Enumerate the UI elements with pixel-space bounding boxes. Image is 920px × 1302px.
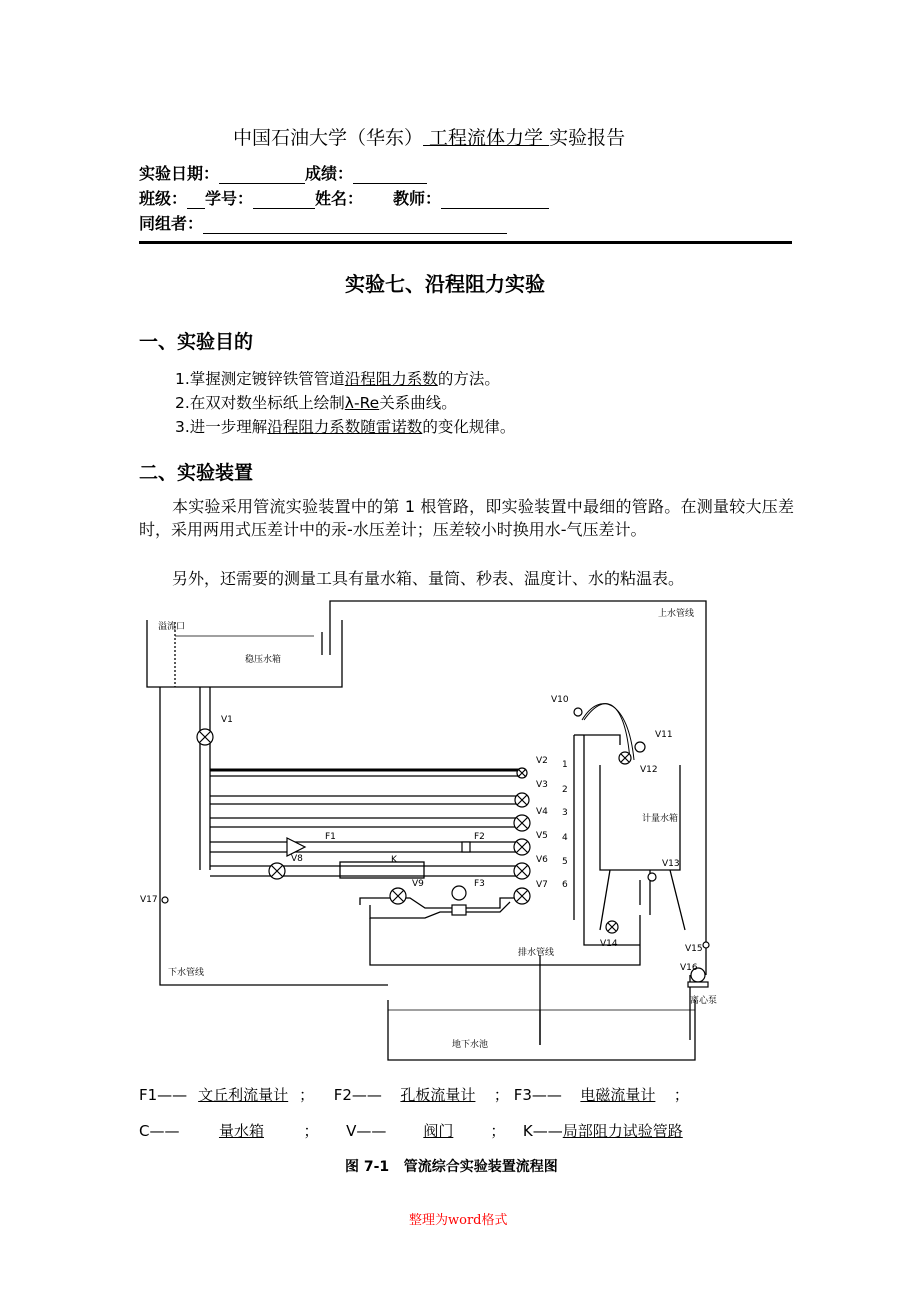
label-f3: F3 bbox=[474, 879, 485, 889]
label-v6: V6 bbox=[536, 855, 548, 865]
item1-keyword: 沿程阻力系数 bbox=[344, 370, 438, 388]
label-v16: V16 bbox=[680, 963, 698, 973]
legend-sep: ； bbox=[303, 1122, 319, 1140]
legend-f1-label: F1—— bbox=[139, 1086, 188, 1104]
label-n2: 2 bbox=[562, 785, 568, 795]
label-v1: V1 bbox=[221, 715, 233, 725]
legend-row-1 bbox=[139, 1084, 689, 1105]
valve-v9 bbox=[390, 888, 406, 904]
item2-text: 2.在双对数坐标纸上绘制 bbox=[175, 394, 345, 412]
label-v4: V4 bbox=[536, 807, 548, 817]
label-drain: 排水管线 bbox=[518, 948, 555, 958]
item2-tail: 关系曲线。 bbox=[379, 394, 457, 412]
label-v14: V14 bbox=[600, 939, 618, 949]
title-prefix: 中国石油大学（华东） bbox=[233, 127, 424, 149]
class-label: 班级： bbox=[139, 189, 188, 208]
label-v5: V5 bbox=[536, 831, 548, 841]
figure-caption: 图 7-1 管流综合实验装置流程图 bbox=[345, 1159, 558, 1175]
title-suffix: 实验报告 bbox=[549, 127, 626, 149]
legend-f2-value: 孔板流量计 bbox=[400, 1086, 476, 1104]
legend-sep: ； bbox=[490, 1122, 506, 1140]
legend-v-label: V—— bbox=[346, 1122, 387, 1140]
label-n3: 3 bbox=[562, 808, 568, 818]
label-n6: 6 bbox=[562, 880, 568, 890]
date-label: 实验日期： bbox=[139, 164, 220, 183]
valve-v14 bbox=[606, 921, 618, 933]
legend-sep: ； bbox=[673, 1086, 689, 1104]
label-n5: 5 bbox=[562, 857, 568, 867]
label-pool: 地下水池 bbox=[452, 1040, 489, 1050]
valve-v2 bbox=[517, 768, 527, 778]
flowmeter-f3 bbox=[452, 886, 466, 900]
valve-v6 bbox=[514, 863, 530, 879]
legend-f2-label: F2—— bbox=[333, 1086, 382, 1104]
score-label: 成绩： bbox=[305, 164, 354, 183]
label-f1: F1 bbox=[325, 832, 336, 842]
item2-keyword: λ-Re bbox=[344, 394, 380, 412]
legend-row-2 bbox=[139, 1120, 683, 1141]
label-v8: V8 bbox=[291, 854, 303, 864]
label-v2: V2 bbox=[536, 756, 548, 766]
label-v11: V11 bbox=[655, 730, 673, 740]
section2-heading: 二、实验装置 bbox=[139, 462, 254, 484]
label-measure-tank: 计量水箱 bbox=[642, 814, 679, 824]
item3-text: 3.进一步理解 bbox=[175, 418, 268, 436]
teacher-label: 教师： bbox=[393, 189, 442, 208]
footer-note: 整理为word格式 bbox=[409, 1213, 508, 1228]
label-n4: 4 bbox=[562, 833, 568, 843]
label-overflow: 溢流口 bbox=[158, 622, 186, 632]
label-k: K bbox=[391, 855, 397, 865]
legend-k-label: K—— bbox=[522, 1122, 563, 1140]
legend-c-label: C—— bbox=[139, 1122, 180, 1140]
legend-c-value: 量水箱 bbox=[218, 1122, 264, 1140]
section1-heading: 一、实验目的 bbox=[139, 331, 254, 353]
legend-f3-value: 电磁流量计 bbox=[580, 1086, 656, 1104]
valve-v7 bbox=[514, 888, 530, 904]
item3-keyword: 沿程阻力系数随雷诺数 bbox=[267, 418, 423, 436]
item1-tail: 的方法。 bbox=[437, 370, 500, 388]
label-v15: V15 bbox=[685, 944, 703, 954]
legend-k-value: 局部阻力试验管路 bbox=[562, 1122, 683, 1140]
legend-f1-value: 文丘利流量计 bbox=[198, 1086, 289, 1104]
name-label: 姓名： bbox=[315, 189, 364, 208]
legend-v-value: 阀门 bbox=[423, 1122, 454, 1140]
student-id-label: 学号： bbox=[205, 189, 254, 208]
valve-v8 bbox=[269, 863, 285, 879]
label-v3: V3 bbox=[536, 780, 548, 790]
label-n1: 1 bbox=[562, 760, 568, 770]
label-pump: 离心泵 bbox=[690, 996, 718, 1006]
orifice-f2 bbox=[462, 842, 470, 852]
label-v12: V12 bbox=[640, 765, 658, 775]
label-v13: V13 bbox=[662, 859, 680, 869]
group-label: 同组者： bbox=[139, 214, 204, 233]
valve-v12 bbox=[619, 752, 631, 764]
label-v9: V9 bbox=[412, 879, 424, 889]
valve-v1 bbox=[197, 729, 213, 745]
legend-sep: ； bbox=[299, 1086, 315, 1104]
label-v17: V17 bbox=[140, 895, 158, 905]
label-upper-pipe: 上水管线 bbox=[658, 609, 695, 619]
label-lower-pipe: 下水管线 bbox=[168, 968, 205, 978]
legend-f3-label: F3—— bbox=[513, 1086, 562, 1104]
valve-v3 bbox=[515, 793, 529, 807]
apparatus-paragraph-1: 本实验采用管流实验装置中的第 1 根管路，即实验装置中最细的管路。在测量较大压差时，采用两用式压差计中的汞-水压差计；压差较小时换用水-气压差计。 bbox=[139, 497, 794, 539]
label-tank: 稳压水箱 bbox=[245, 655, 282, 665]
label-v7: V7 bbox=[536, 880, 548, 890]
apparatus-paragraph-2: 另外，还需要的测量工具有量水箱、量筒、秒表、温度计、水的粘温表。 bbox=[172, 569, 685, 588]
legend-sep: ； bbox=[493, 1086, 509, 1104]
label-v10: V10 bbox=[551, 695, 569, 705]
valve-v5 bbox=[514, 839, 530, 855]
item1-text: 1.掌握测定镀锌铁管管道 bbox=[175, 370, 345, 388]
valve-v4 bbox=[514, 815, 530, 831]
label-f2: F2 bbox=[474, 832, 485, 842]
item3-tail: 的变化规律。 bbox=[422, 418, 516, 436]
experiment-title: 实验七、沿程阻力实验 bbox=[345, 272, 545, 296]
course-name: 工程流体力学 bbox=[423, 127, 550, 149]
